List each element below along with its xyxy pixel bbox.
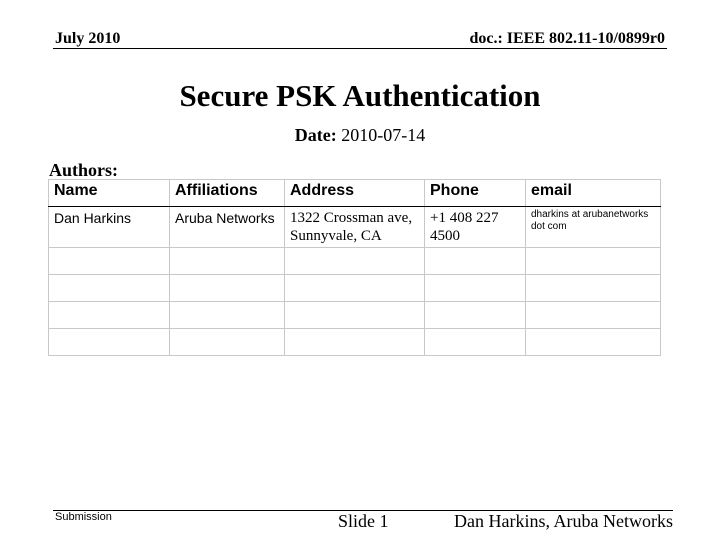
cell-name: [49, 302, 170, 329]
date-label: Date:: [294, 125, 337, 145]
cell-affiliation: [170, 329, 285, 356]
cell-affiliation: Aruba Networks: [170, 207, 285, 248]
cell-phone: [425, 248, 526, 275]
authors-table: [48, 179, 661, 356]
cell-phone: [425, 302, 526, 329]
cell-affiliation: [170, 302, 285, 329]
date-value: 2010-07-14: [341, 125, 426, 145]
footer-author: Dan Harkins, Aruba Networks: [454, 511, 673, 531]
table-row: [49, 302, 661, 329]
slide-title: Secure PSK Authentication: [179, 78, 541, 113]
cell-email: [526, 329, 661, 356]
header-rule: [53, 48, 667, 49]
table-row: [49, 275, 661, 302]
cell-affiliation: [170, 275, 285, 302]
column-header-affiliations: Affiliations: [170, 180, 285, 207]
column-header-email: email: [526, 180, 661, 207]
cell-email: [526, 275, 661, 302]
cell-address: [285, 248, 425, 275]
cell-phone: [425, 275, 526, 302]
cell-address: 1322 Crossman ave, Sunnyvale, CA: [285, 207, 425, 248]
table-row: [49, 207, 661, 248]
cell-name: [49, 275, 170, 302]
cell-phone: [425, 329, 526, 356]
column-header-phone: Phone: [425, 180, 526, 207]
footer-submission: Submission: [55, 511, 112, 523]
cell-name: Dan Harkins: [49, 207, 170, 248]
cell-name: [49, 329, 170, 356]
cell-email: [526, 248, 661, 275]
column-header-name: Name: [49, 180, 170, 207]
cell-phone: +1 408 227 4500: [425, 207, 526, 248]
header-doc-id: doc.: IEEE 802.11-10/0899r0: [469, 30, 665, 47]
column-header-address: Address: [285, 180, 425, 207]
authors-label: Authors:: [49, 160, 119, 180]
table-header-row: [49, 180, 661, 207]
cell-address: [285, 302, 425, 329]
cell-name: [49, 248, 170, 275]
cell-email: [526, 302, 661, 329]
cell-address: [285, 329, 425, 356]
cell-address: [285, 275, 425, 302]
table-row: [49, 248, 661, 275]
header-date: July 2010: [55, 30, 121, 47]
table-row: [49, 329, 661, 356]
cell-email: dharkins at arubanetworks dot com: [526, 207, 661, 248]
footer-slide-number: Slide 1: [338, 511, 389, 531]
date-line: [0, 125, 720, 146]
cell-affiliation: [170, 248, 285, 275]
